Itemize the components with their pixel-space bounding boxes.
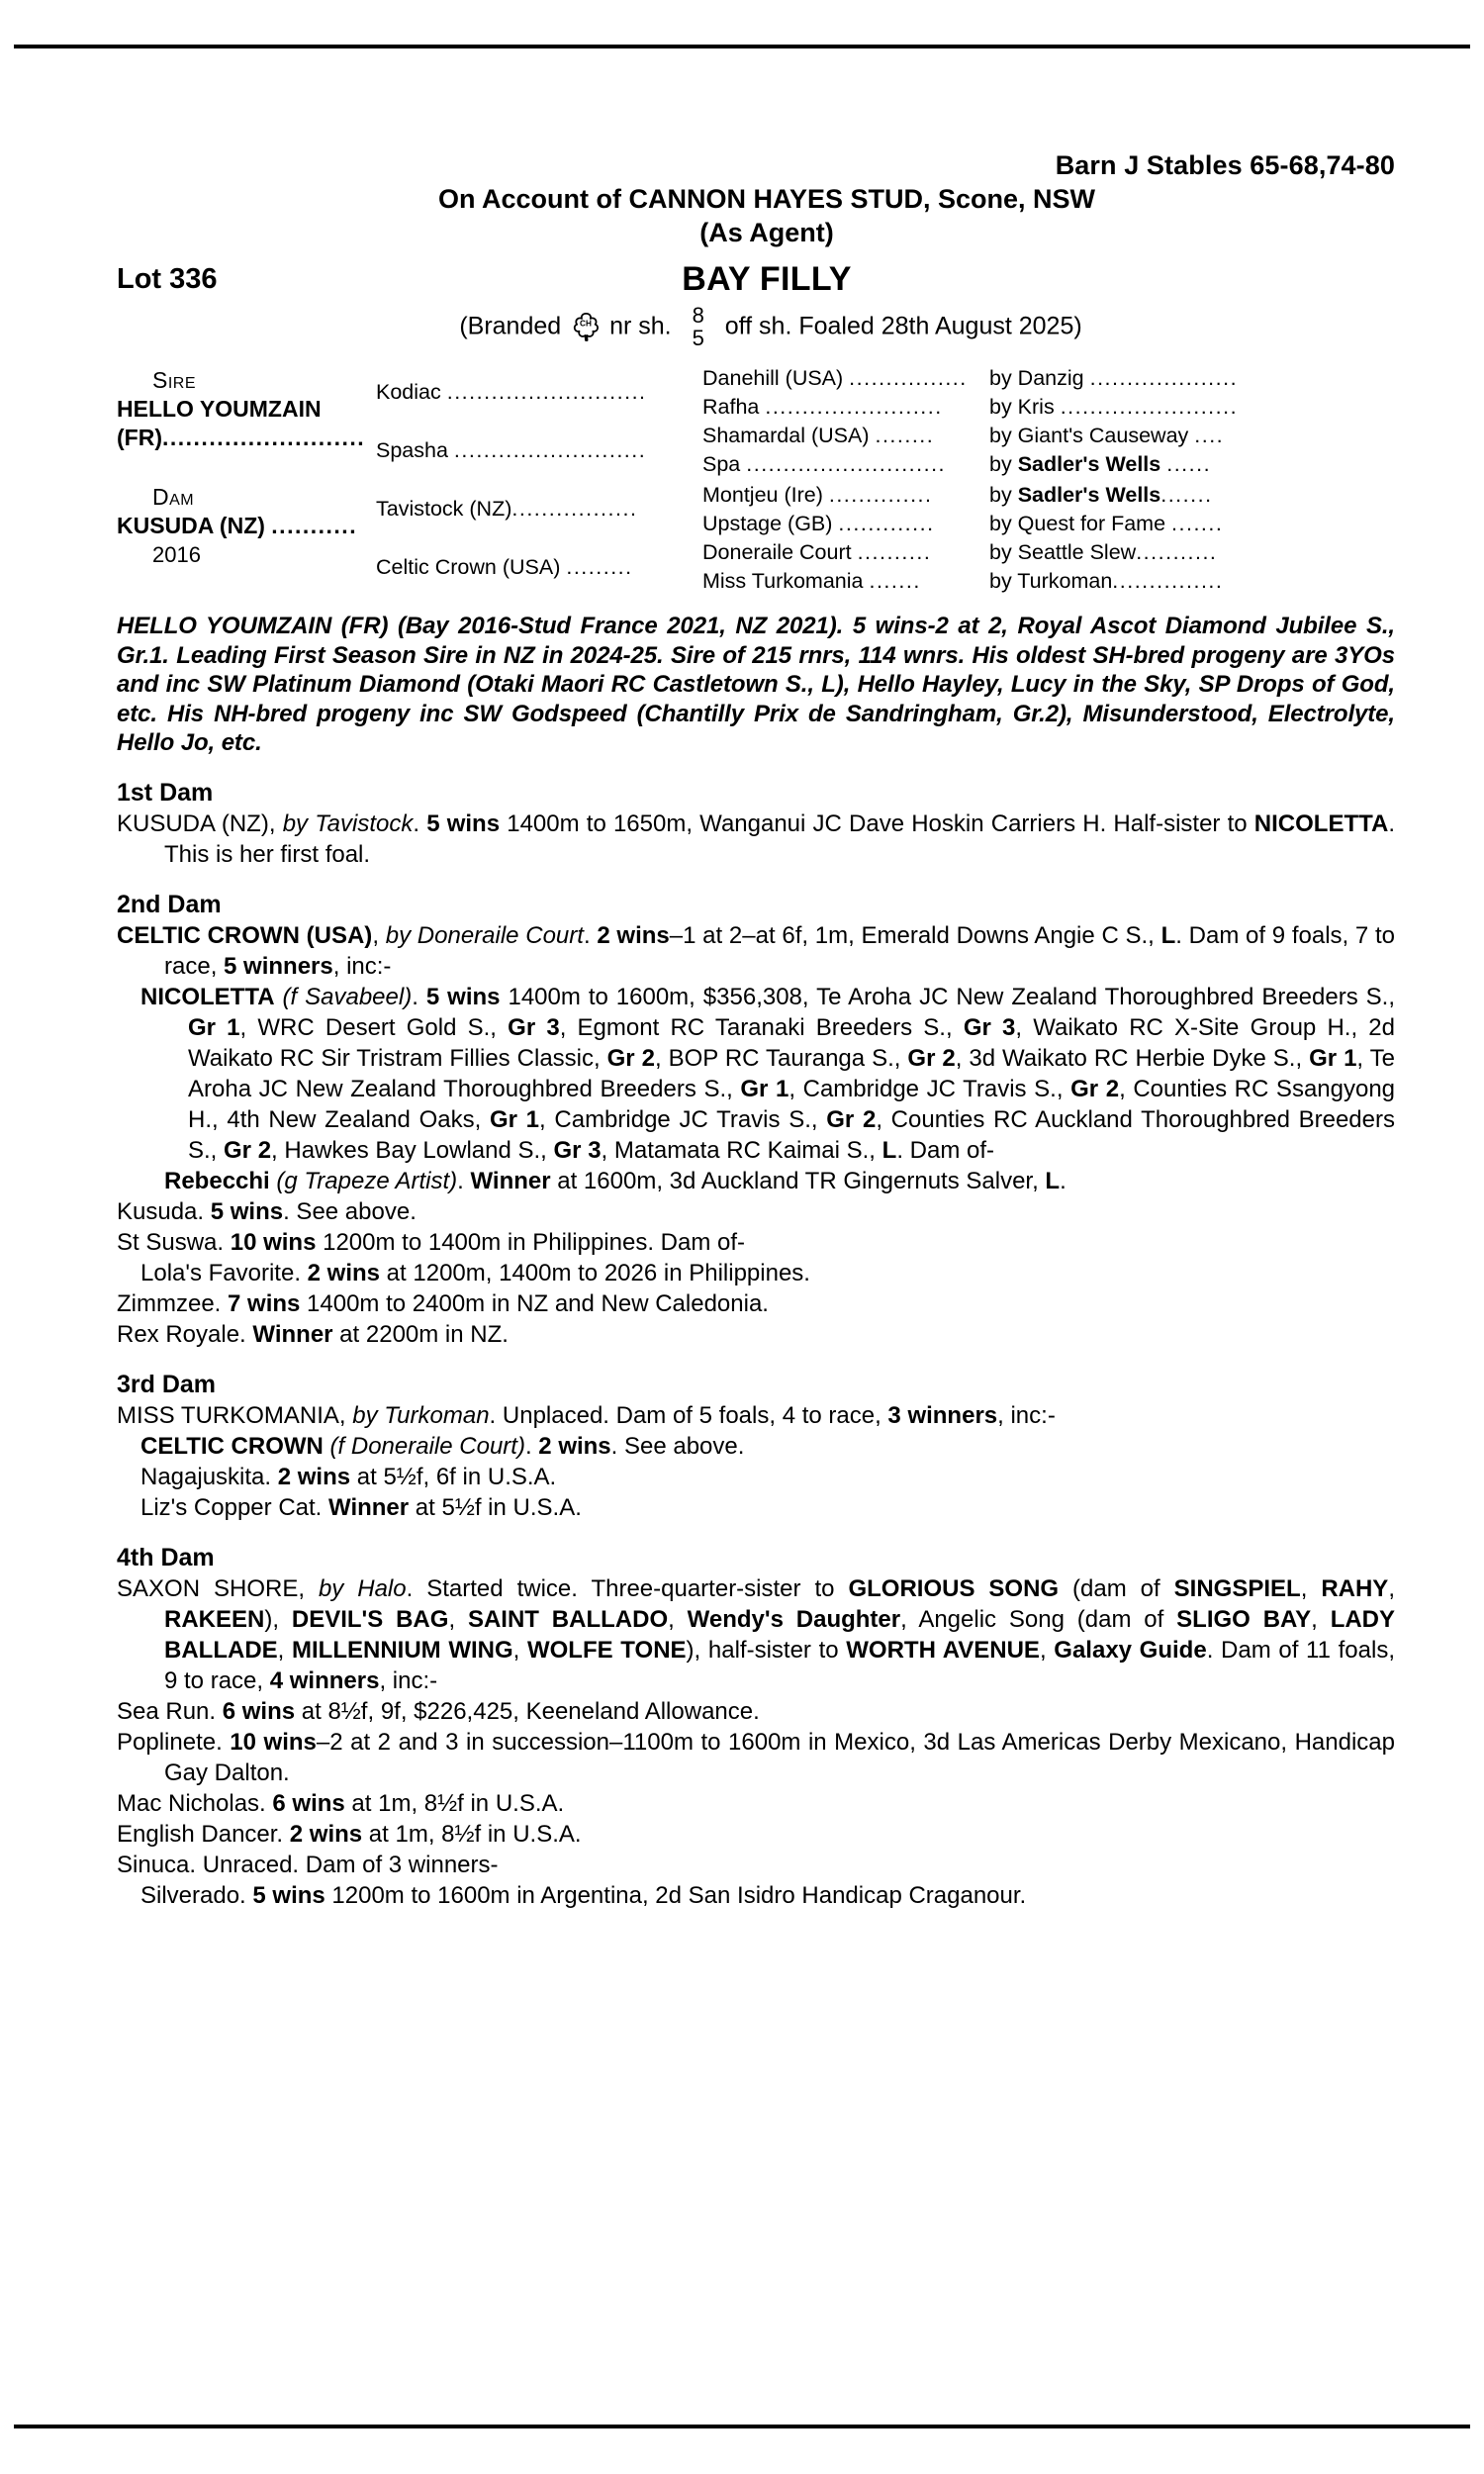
pedigree-dam-block bbox=[117, 481, 1395, 598]
pedigree-table bbox=[117, 364, 1395, 598]
bottom-rule bbox=[14, 2425, 1470, 2428]
brand-foaling-line bbox=[117, 305, 1395, 350]
entry-text: , Hawkes Bay Lowland S., bbox=[271, 1136, 554, 1164]
brand-number-stack bbox=[693, 304, 704, 349]
entry-text: . See above. bbox=[610, 1432, 745, 1460]
entry-bold-text: 6 wins bbox=[222, 1697, 296, 1725]
dam-heading: 2nd Dam bbox=[117, 890, 222, 918]
entry-bold-text: L bbox=[881, 1136, 897, 1164]
pedigree-entry bbox=[117, 1819, 1395, 1850]
entry-bold-text: 10 wins bbox=[230, 1728, 317, 1756]
sire-summary-paragraph: HELLO YOUMZAIN (FR) (Bay 2016-Stud France 2021, NZ 2021). 5 wins-2 at 2, Royal Ascot Diamond Jubilee S., Gr.1. Leading First Season Sire in NZ in 2024-25. Sire of 215 rnrs, 114 wnrs. His oldest SH-bred progeny are 3YOs and inc SW Platinum Diamond (Otaki Maori RC Castletown S., L), Hello Hayley, Lucy in the Sky, SP Drops of God, etc. His NH-bred progeny inc SW Godspeed (Chantilly Prix de Sandringham, Gr.2), Misunderstood, Electrolyte, Hello Jo, etc. bbox=[117, 613, 1395, 756]
pedigree-ggp-4: by Sadler's Wells....... bbox=[989, 483, 1213, 507]
pedigree-entry bbox=[117, 1227, 1395, 1258]
entry-text: , bbox=[448, 1605, 468, 1633]
entry-italic-text: by Turkoman bbox=[352, 1401, 490, 1429]
brand-numerator: 8 bbox=[692, 303, 704, 328]
entry-bold-text: CELTIC CROWN (USA) bbox=[117, 921, 373, 949]
entry-text: Nagajuskita. bbox=[140, 1463, 278, 1490]
pedigree-dam-sire: Tavistock (NZ)................. bbox=[376, 497, 638, 521]
brand-near-shoulder-label: nr sh. bbox=[609, 312, 672, 340]
entry-bold-text: SAINT BALLADO bbox=[467, 1605, 669, 1633]
entry-text: . Started twice. Three-quarter-sister to bbox=[406, 1574, 849, 1602]
entry-text: at 5½f in U.S.A. bbox=[409, 1493, 582, 1521]
dam-grandparents-names bbox=[702, 481, 989, 596]
pedigree-ggp-2: by Giant's Causeway .... bbox=[989, 424, 1225, 447]
entry-bold-text: Gr 3 bbox=[553, 1136, 602, 1164]
pedigree-gp-5: Upstage (GB) ............. bbox=[702, 512, 935, 535]
top-rule bbox=[14, 45, 1470, 48]
entry-bold-text: WORTH AVENUE bbox=[846, 1636, 1040, 1664]
entry-bold-text: Gr 1 bbox=[1309, 1044, 1357, 1072]
brand-suffix-foaled-label: off sh. Foaled 28th August 2025) bbox=[724, 312, 1082, 340]
dam-heading: 4th Dam bbox=[117, 1543, 215, 1571]
pedigree-entry bbox=[117, 1319, 1395, 1350]
entry-text: 1400m to 2400m in NZ and New Caledonia. bbox=[300, 1289, 769, 1317]
entry-text: Zimmzee. bbox=[117, 1289, 229, 1317]
entry-text: Sinuca. Unraced. Dam of 3 winners- bbox=[117, 1851, 499, 1878]
entry-bold-text: 2 wins bbox=[289, 1820, 363, 1848]
dam-label: Dam bbox=[152, 484, 195, 510]
pedigree-entry bbox=[117, 1431, 1395, 1462]
entry-text: at 2200m in NZ. bbox=[332, 1320, 509, 1348]
entry-text: . Unplaced. Dam of 5 foals, 4 to race, bbox=[489, 1401, 888, 1429]
entry-text: , Waikato RC X-Site Group H., 2d Waikato RC Sir Tristram Fillies Classic, bbox=[188, 1013, 1396, 1072]
entry-text: 1400m to 1650m, Wanganui JC Dave Hoskin Carriers H. Half-sister to bbox=[500, 809, 1254, 837]
entry-text: English Dancer. bbox=[117, 1820, 290, 1848]
entry-text: . This is her first foal. bbox=[164, 809, 1395, 868]
entry-bold-text: Winner bbox=[328, 1493, 410, 1521]
entry-bold-text: GLORIOUS SONG bbox=[848, 1574, 1060, 1602]
entry-bold-text: L bbox=[1160, 921, 1176, 949]
pedigree-ggp-0: by Danzig .................... bbox=[989, 366, 1239, 390]
entry-text: Lola's Favorite. bbox=[140, 1259, 308, 1286]
entry-text: , Egmont RC Taranaki Breeders S., bbox=[559, 1013, 964, 1041]
entry-bold-text: SLIGO BAY bbox=[1176, 1605, 1312, 1633]
entry-bold-text: Gr 3 bbox=[963, 1013, 1016, 1041]
entry-text: , bbox=[1311, 1605, 1331, 1633]
entry-bold-text: Gr 2 bbox=[224, 1136, 272, 1164]
entry-bold-text: Rebecchi bbox=[164, 1167, 270, 1194]
clover-brand-icon bbox=[571, 312, 601, 341]
entry-text: . bbox=[524, 1432, 539, 1460]
entry-bold-text: WOLFE TONE bbox=[526, 1636, 687, 1664]
entry-text: KUSUDA (NZ) bbox=[117, 809, 269, 837]
pedigree-dam-dam: Celtic Crown (USA) ......... bbox=[376, 555, 633, 579]
pedigree-gp-1: Rafha ........................ bbox=[702, 395, 943, 419]
entry-bold-text: DEVIL'S BAG bbox=[291, 1605, 449, 1633]
entry-text: 1200m to 1600m in Argentina, 2d San Isidro Handicap Craganour. bbox=[325, 1881, 1027, 1909]
entry-bold-text: Gr 1 bbox=[489, 1105, 540, 1133]
entry-bold-text: 2 wins bbox=[597, 921, 670, 949]
entry-bold-text: Gr 2 bbox=[826, 1105, 877, 1133]
entry-text: . bbox=[457, 1167, 471, 1194]
entry-text: . Dam of 9 foals, 7 to race, bbox=[164, 921, 1396, 980]
entry-bold-text: RAKEEN bbox=[164, 1605, 265, 1633]
entry-bold-text: RAHY bbox=[1321, 1574, 1389, 1602]
pedigree-entry bbox=[117, 1258, 1395, 1288]
entry-bold-text: Winner bbox=[470, 1167, 551, 1194]
pedigree-entry bbox=[117, 1727, 1395, 1788]
entry-text: , bbox=[372, 921, 386, 949]
entry-text: , Cambridge JC Travis S., bbox=[539, 1105, 827, 1133]
lot-number: Lot 336 bbox=[117, 263, 218, 295]
entry-text: , bbox=[268, 809, 283, 837]
brand-prefix-label: (Branded bbox=[459, 312, 562, 340]
entry-text: Liz's Copper Cat. bbox=[140, 1493, 328, 1521]
entry-text: , 3d Waikato RC Herbie Dyke S., bbox=[955, 1044, 1310, 1072]
entry-text: Rex Royale. bbox=[117, 1320, 253, 1348]
entry-bold-text: Gr 2 bbox=[907, 1044, 956, 1072]
as-agent-label: (As Agent) bbox=[699, 218, 834, 247]
entry-text: , bbox=[668, 1605, 688, 1633]
entry-text: –1 at 2–at 6f, 1m, Emerald Downs Angie C S., bbox=[669, 921, 1161, 949]
sire-name: HELLO YOUMZAIN bbox=[117, 396, 322, 422]
entry-bold-text: 5 wins bbox=[210, 1197, 284, 1225]
pedigree-entry bbox=[117, 982, 1395, 1166]
entry-text: , bbox=[1039, 1636, 1055, 1664]
pedigree-gp-6: Doneraile Court .......... bbox=[702, 540, 932, 564]
entry-text: , WRC Desert Gold S., bbox=[239, 1013, 509, 1041]
pedigree-entry bbox=[117, 809, 1395, 870]
entry-text: SAXON SHORE, bbox=[117, 1574, 319, 1602]
entry-text: . Dam of- bbox=[896, 1136, 994, 1164]
entry-bold-text: 5 winners bbox=[224, 952, 333, 980]
lot-title-row bbox=[117, 259, 1395, 305]
entry-text: Mac Nicholas. bbox=[117, 1789, 273, 1817]
sire-grandparents-names bbox=[702, 364, 989, 479]
sire-parents-cell bbox=[376, 364, 702, 465]
pedigree-entry bbox=[117, 1400, 1395, 1431]
entry-text: Sea Run. bbox=[117, 1697, 223, 1725]
entry-text bbox=[275, 984, 283, 1010]
pedigree-entry bbox=[117, 1166, 1395, 1196]
entry-bold-text: NICOLETTA bbox=[1253, 809, 1389, 837]
dam-identity-cell bbox=[117, 481, 376, 598]
sire-greatgrandsires bbox=[989, 364, 1395, 479]
entry-bold-text: Gr 1 bbox=[740, 1075, 789, 1102]
pedigree-gp-4: Montjeu (Ire) .............. bbox=[702, 483, 933, 507]
pedigree-gp-7: Miss Turkomania ....... bbox=[702, 569, 921, 593]
entry-text: Kusuda. bbox=[117, 1197, 211, 1225]
pedigree-entry bbox=[117, 1196, 1395, 1227]
entry-bold-text: 6 wins bbox=[272, 1789, 345, 1817]
pedigree-gp-0: Danehill (USA) ................ bbox=[702, 366, 968, 390]
pedigree-ggp-7: by Turkoman............... bbox=[989, 569, 1224, 593]
entry-bold-text: 5 wins bbox=[252, 1881, 325, 1909]
entry-text: at 1m, 8½f in U.S.A. bbox=[344, 1789, 565, 1817]
entry-italic-text: (f Doneraile Court) bbox=[329, 1432, 525, 1460]
entry-text: , Counties RC Auckland Thoroughbred Breeders S., bbox=[188, 1105, 1395, 1164]
entry-text: . Dam of 11 foals, 9 to race, bbox=[164, 1636, 1395, 1694]
entry-italic-text: by Halo bbox=[318, 1574, 407, 1602]
pedigree-gp-2: Shamardal (USA) ........ bbox=[702, 424, 935, 447]
pedigree-entry bbox=[117, 1696, 1395, 1727]
brand-denominator: 5 bbox=[692, 326, 704, 350]
entry-text: , inc:- bbox=[997, 1401, 1056, 1429]
pedigree-sire-block bbox=[117, 364, 1395, 481]
entry-bold-text: Gr 2 bbox=[606, 1044, 655, 1072]
entry-text: , bbox=[1388, 1574, 1395, 1602]
page-content bbox=[117, 148, 1395, 1911]
entry-bold-text: L bbox=[1045, 1167, 1061, 1194]
entry-bold-text: LADY BALLADE bbox=[164, 1605, 1396, 1664]
entry-bold-text: SINGSPIEL bbox=[1173, 1574, 1301, 1602]
entry-bold-text: 4 winners bbox=[269, 1666, 380, 1694]
entry-bold-text: 3 winners bbox=[887, 1401, 998, 1429]
entry-bold-text: Galaxy Guide bbox=[1054, 1636, 1207, 1664]
entry-text: Poplinete. bbox=[117, 1728, 231, 1756]
entry-text: , inc:- bbox=[379, 1666, 438, 1694]
pedigree-sire-dam: Spasha .......................... bbox=[376, 438, 647, 462]
pedigree-entry bbox=[117, 1288, 1395, 1319]
entry-text: , bbox=[1300, 1574, 1322, 1602]
entry-bold-text: MILLENNIUM WING bbox=[292, 1636, 513, 1664]
entry-italic-text: by Tavistock bbox=[282, 809, 414, 837]
entry-text: at 1m, 8½f in U.S.A. bbox=[362, 1820, 582, 1848]
sire-name-suffix: (FR).......................... bbox=[117, 425, 366, 450]
dam-heading: 1st Dam bbox=[117, 778, 214, 807]
entry-text: St Suswa. bbox=[117, 1228, 231, 1256]
barn-stables-label: Barn J Stables 65-68,74-80 bbox=[1055, 150, 1395, 180]
pedigree-entry bbox=[117, 1573, 1395, 1696]
entry-text: , Counties RC Ssangyong H., 4th New Zealand Oaks, bbox=[188, 1075, 1396, 1133]
dam-sections bbox=[117, 778, 1395, 1911]
entry-text: at 5½f, 6f in U.S.A. bbox=[350, 1463, 557, 1490]
entry-bold-text: Gr 3 bbox=[508, 1013, 560, 1041]
dam-heading: 3rd Dam bbox=[117, 1370, 217, 1398]
pedigree-entry bbox=[117, 1462, 1395, 1492]
entry-bold-text: NICOLETTA bbox=[140, 983, 275, 1010]
sire-label: Sire bbox=[152, 367, 197, 393]
entry-text: Silverado. bbox=[140, 1881, 253, 1909]
entry-bold-text: 2 wins bbox=[277, 1463, 351, 1490]
entry-text: –2 at 2 and 3 in succession–1100m to 1600m in Mexico, 3d Las Americas Derby Mexicano, Handicap Gay Dalton. bbox=[164, 1728, 1395, 1786]
entry-bold-text: 5 wins bbox=[426, 809, 501, 837]
entry-text: , inc:- bbox=[332, 952, 392, 980]
entry-text: ), bbox=[264, 1605, 292, 1633]
entry-text: , Te Aroha JC New Zealand Thoroughbred Breeders S., bbox=[188, 1044, 1395, 1102]
entry-bold-text: 10 wins bbox=[230, 1228, 317, 1256]
dam-greatgrandsires bbox=[989, 481, 1395, 596]
pedigree-entry bbox=[117, 1850, 1395, 1880]
entry-text: , bbox=[512, 1636, 527, 1664]
svg-text:CH: CH bbox=[580, 319, 593, 329]
entry-italic-text: (f Savabeel) bbox=[282, 983, 413, 1010]
entry-text: . See above. bbox=[283, 1197, 417, 1225]
entry-text: , BOP RC Tauranga S., bbox=[654, 1044, 908, 1072]
dam-parents-cell bbox=[376, 481, 702, 582]
entry-bold-text: 5 wins bbox=[425, 983, 501, 1010]
entry-bold-text: CELTIC CROWN bbox=[140, 1432, 324, 1460]
entry-italic-text: by Doneraile Court bbox=[385, 921, 584, 949]
pedigree-ggp-5: by Quest for Fame ....... bbox=[989, 512, 1224, 535]
pedigree-sire-sire: Kodiac ........................... bbox=[376, 380, 647, 404]
entry-text: (dam of bbox=[1059, 1574, 1174, 1602]
pedigree-gp-3: Spa ........................... bbox=[702, 452, 947, 476]
pedigree-entry bbox=[117, 1492, 1395, 1523]
entry-text: . bbox=[412, 983, 426, 1010]
entry-text: . bbox=[413, 809, 427, 837]
entry-text: , Angelic Song (dam of bbox=[900, 1605, 1177, 1633]
entry-bold-text: Wendy's Daughter bbox=[687, 1605, 901, 1633]
entry-text: . bbox=[583, 921, 598, 949]
pedigree-ggp-6: by Seattle Slew........... bbox=[989, 540, 1218, 564]
horse-sex-colour-title: BAY FILLY bbox=[682, 260, 852, 298]
pedigree-ggp-3: by Sadler's Wells ...... bbox=[989, 452, 1212, 476]
entry-text: 1400m to 1600m, $356,308, Te Aroha JC New Zealand Thoroughbred Breeders S., bbox=[500, 983, 1396, 1010]
account-vendor-label: On Account of CANNON HAYES STUD, Scone, NSW bbox=[437, 184, 1096, 214]
pedigree-ggp-1: by Kris ........................ bbox=[989, 395, 1239, 419]
entry-text bbox=[324, 1433, 330, 1460]
dam-foaling-year: 2016 bbox=[152, 542, 201, 567]
entry-text: , bbox=[277, 1636, 292, 1664]
entry-text: 1200m to 1400m in Philippines. Dam of- bbox=[316, 1228, 745, 1256]
pedigree-entry bbox=[117, 1880, 1395, 1911]
entry-bold-text: Gr 1 bbox=[188, 1013, 240, 1041]
entry-text: MISS TURKOMANIA, bbox=[117, 1401, 353, 1429]
sire-identity-cell bbox=[117, 364, 376, 481]
entry-bold-text: 7 wins bbox=[228, 1289, 301, 1317]
entry-text: . bbox=[1060, 1167, 1067, 1194]
entry-text: , Cambridge JC Travis S., bbox=[788, 1075, 1071, 1102]
pedigree-entry bbox=[117, 1788, 1395, 1819]
entry-text: at 8½f, 9f, $226,425, Keeneland Allowance. bbox=[295, 1697, 760, 1725]
entry-bold-text: 2 wins bbox=[538, 1432, 611, 1460]
pedigree-entry bbox=[117, 920, 1395, 982]
dam-name: KUSUDA (NZ) ........... bbox=[117, 513, 358, 538]
entry-bold-text: Winner bbox=[252, 1320, 333, 1348]
entry-text: , Matamata RC Kaimai S., bbox=[601, 1136, 882, 1164]
entry-bold-text: 2 wins bbox=[307, 1259, 381, 1286]
entry-text: at 1200m, 1400m to 2026 in Philippines. bbox=[380, 1259, 810, 1286]
entry-italic-text: (g Trapeze Artist) bbox=[276, 1167, 458, 1194]
entry-bold-text: Gr 2 bbox=[1070, 1075, 1120, 1102]
entry-text: at 1600m, 3d Auckland TR Gingernuts Salver, bbox=[550, 1167, 1046, 1194]
entry-text: ), half-sister to bbox=[686, 1636, 847, 1664]
